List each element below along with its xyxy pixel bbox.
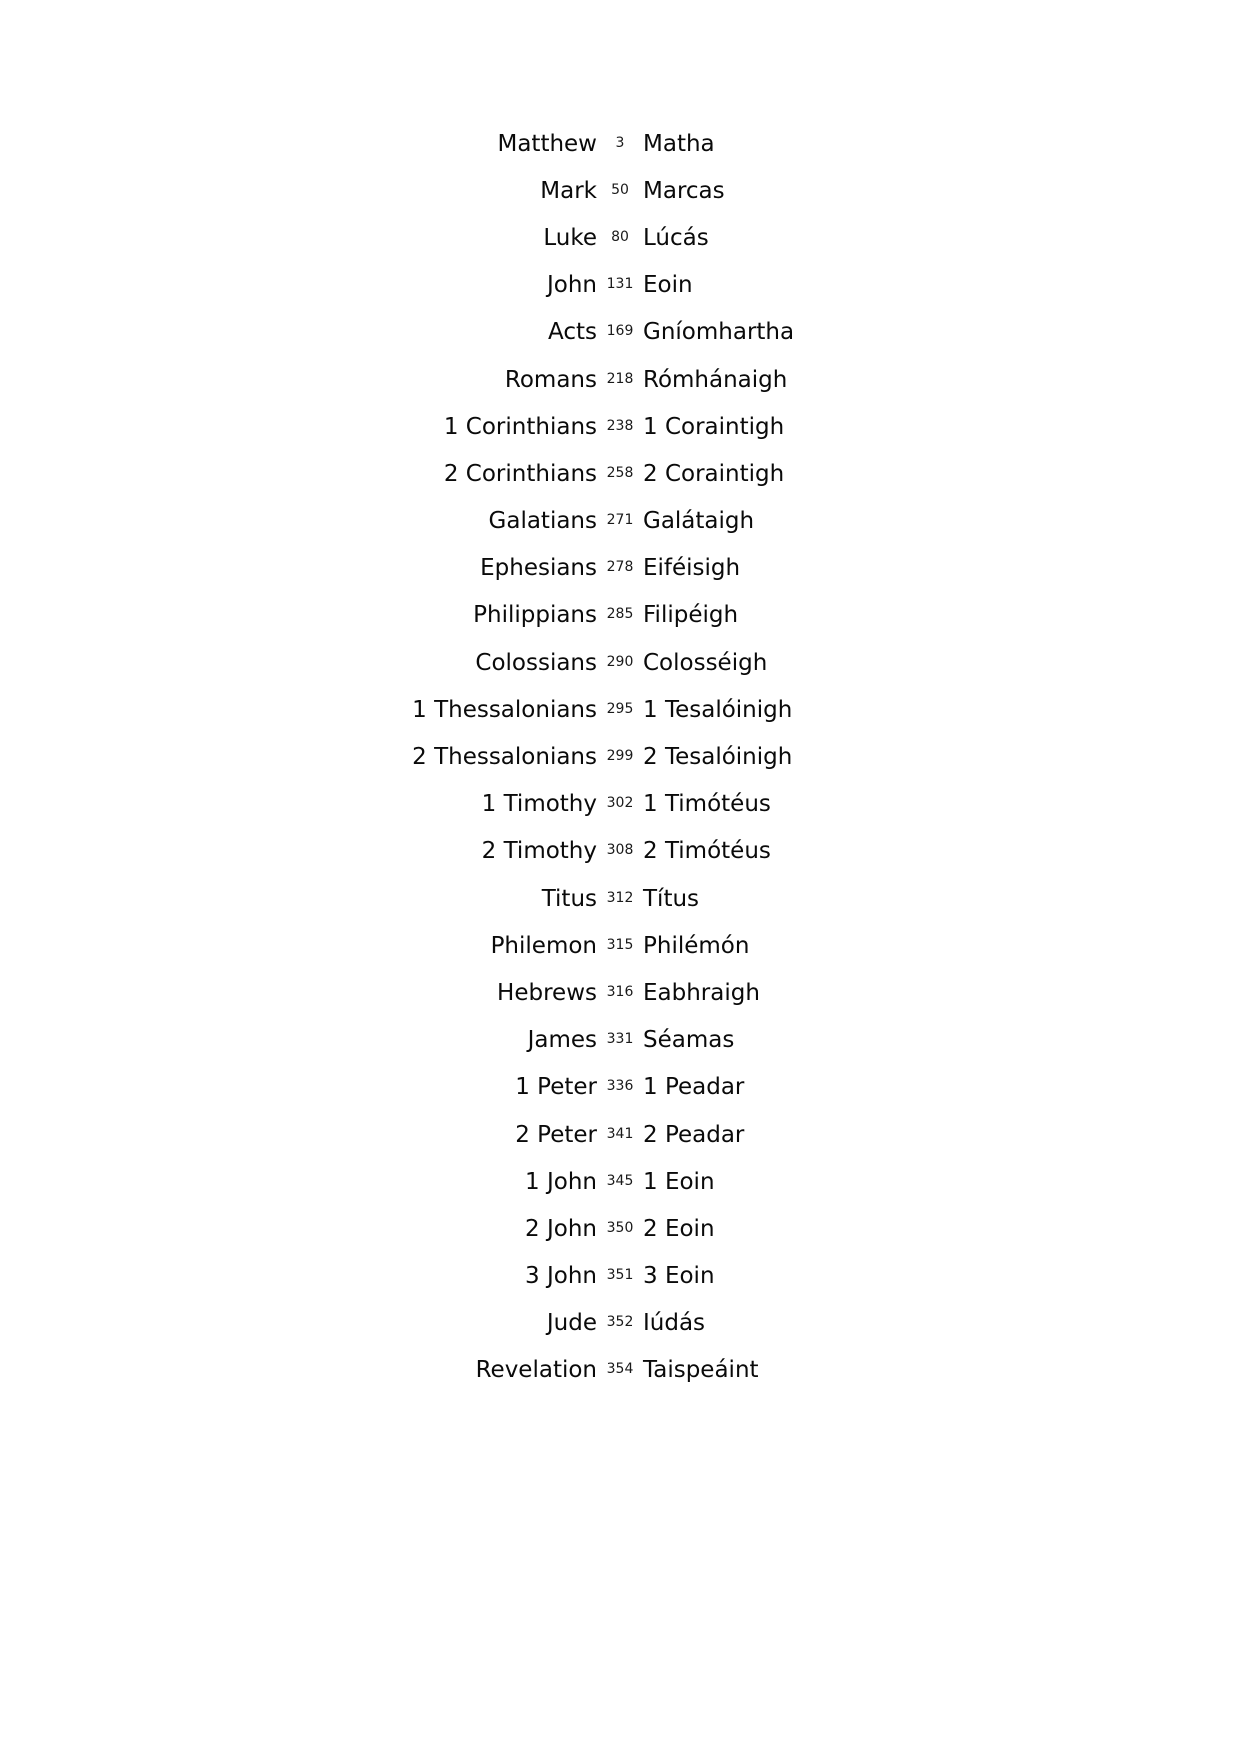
toc-row bbox=[0, 781, 1240, 828]
toc-row bbox=[0, 498, 1240, 545]
book-name-english: 1 Corinthians bbox=[443, 413, 597, 440]
page-number: 131 bbox=[606, 276, 634, 293]
page-number: 299 bbox=[606, 748, 634, 765]
page-number: 312 bbox=[606, 889, 634, 906]
book-name-irish: Philémón bbox=[643, 932, 750, 959]
book-name-irish: Matha bbox=[643, 130, 715, 157]
book-name-english: Luke bbox=[543, 224, 597, 251]
book-name-irish: Títus bbox=[643, 885, 700, 912]
book-name-english: Ephesians bbox=[480, 555, 597, 582]
toc-row bbox=[0, 1300, 1240, 1347]
page-number: 302 bbox=[606, 795, 634, 812]
book-name-english: 2 Thessalonians bbox=[412, 744, 597, 771]
book-name-irish: Eiféisigh bbox=[643, 555, 741, 582]
page-number: 331 bbox=[606, 1031, 634, 1048]
book-name-irish: 2 Timótéus bbox=[643, 838, 771, 865]
toc-row bbox=[0, 1111, 1240, 1158]
page-number: 290 bbox=[606, 653, 634, 670]
page-number: 80 bbox=[611, 228, 629, 245]
page-number: 258 bbox=[606, 464, 634, 481]
page-number: 354 bbox=[606, 1361, 634, 1378]
book-name-english: 1 Peter bbox=[515, 1074, 597, 1101]
toc-row bbox=[0, 167, 1240, 214]
book-name-english: Philemon bbox=[490, 932, 597, 959]
book-name-irish: Séamas bbox=[643, 1027, 735, 1054]
toc-row bbox=[0, 1017, 1240, 1064]
toc-row bbox=[0, 120, 1240, 167]
book-name-irish: Lúcás bbox=[643, 224, 709, 251]
book-name-english: 2 Timothy bbox=[481, 838, 597, 865]
page-number: 336 bbox=[606, 1078, 634, 1095]
page-number: 350 bbox=[606, 1219, 634, 1236]
page-number: 285 bbox=[606, 606, 634, 623]
page-number: 308 bbox=[606, 842, 634, 859]
page-number: 295 bbox=[606, 700, 634, 717]
book-name-irish: Iúdás bbox=[643, 1310, 706, 1337]
page-number: 351 bbox=[606, 1267, 634, 1284]
book-name-irish: 1 Coraintigh bbox=[643, 413, 785, 440]
book-name-english: John bbox=[546, 272, 597, 299]
toc-row bbox=[0, 686, 1240, 733]
toc-row bbox=[0, 214, 1240, 261]
page-number: 341 bbox=[606, 1125, 634, 1142]
book-name-english: Titus bbox=[541, 885, 597, 912]
page-number: 278 bbox=[606, 559, 634, 576]
page-number: 271 bbox=[606, 512, 634, 529]
book-name-english: 1 Thessalonians bbox=[412, 696, 597, 723]
page-number: 315 bbox=[606, 936, 634, 953]
book-name-english: Acts bbox=[548, 319, 597, 346]
page-number: 218 bbox=[606, 370, 634, 387]
toc-row bbox=[0, 922, 1240, 969]
book-name-irish: 2 Peadar bbox=[643, 1121, 745, 1148]
book-name-english: Romans bbox=[504, 366, 597, 393]
toc-row bbox=[0, 639, 1240, 686]
book-name-irish: Eabhraigh bbox=[643, 979, 760, 1006]
book-name-english: Galatians bbox=[488, 508, 597, 535]
toc-row bbox=[0, 733, 1240, 780]
toc-row bbox=[0, 592, 1240, 639]
toc-row bbox=[0, 969, 1240, 1016]
book-name-irish: Galátaigh bbox=[643, 508, 755, 535]
book-name-irish: Filipéigh bbox=[643, 602, 739, 629]
book-name-irish: Colosséigh bbox=[643, 649, 768, 676]
page-number: 345 bbox=[606, 1172, 634, 1189]
book-name-english: Jude bbox=[546, 1310, 597, 1337]
book-name-irish: 1 Tesalóinigh bbox=[643, 696, 793, 723]
book-name-irish: 2 Tesalóinigh bbox=[643, 744, 793, 771]
book-name-english: Philippians bbox=[473, 602, 597, 629]
toc-row bbox=[0, 262, 1240, 309]
toc-row bbox=[0, 1158, 1240, 1205]
page-number: 50 bbox=[611, 181, 629, 198]
toc-row bbox=[0, 356, 1240, 403]
book-name-english: 1 John bbox=[525, 1168, 597, 1195]
book-name-irish: Gníomhartha bbox=[643, 319, 795, 346]
book-name-irish: 1 Eoin bbox=[643, 1168, 715, 1195]
book-name-irish: Rómhánaigh bbox=[643, 366, 788, 393]
book-name-irish: 2 Coraintigh bbox=[643, 460, 785, 487]
toc-row bbox=[0, 1347, 1240, 1394]
book-name-irish: 1 Timótéus bbox=[643, 791, 771, 818]
toc-row bbox=[0, 1205, 1240, 1252]
toc-row bbox=[0, 828, 1240, 875]
book-name-english: 3 John bbox=[525, 1263, 597, 1290]
book-name-english: Colossians bbox=[475, 649, 597, 676]
book-name-irish: 2 Eoin bbox=[643, 1215, 715, 1242]
book-name-irish: 3 Eoin bbox=[643, 1263, 715, 1290]
book-name-irish: Marcas bbox=[643, 177, 725, 204]
toc-row bbox=[0, 450, 1240, 497]
book-name-english: 2 John bbox=[525, 1215, 597, 1242]
toc-row bbox=[0, 403, 1240, 450]
book-name-english: Matthew bbox=[497, 130, 597, 157]
book-name-english: Revelation bbox=[475, 1357, 597, 1384]
book-name-english: Mark bbox=[540, 177, 597, 204]
page-number: 3 bbox=[615, 134, 625, 151]
book-name-english: 2 Corinthians bbox=[443, 460, 597, 487]
page-number: 352 bbox=[606, 1314, 634, 1331]
toc-row bbox=[0, 1064, 1240, 1111]
book-name-english: 1 Timothy bbox=[481, 791, 597, 818]
book-name-english: James bbox=[527, 1027, 597, 1054]
book-name-irish: Taispeáint bbox=[643, 1357, 759, 1384]
book-name-irish: Eoin bbox=[643, 272, 693, 299]
page-number: 169 bbox=[606, 323, 634, 340]
book-name-english: 2 Peter bbox=[515, 1121, 597, 1148]
page-number: 316 bbox=[606, 983, 634, 1000]
page-number: 238 bbox=[606, 417, 634, 434]
book-name-english: Hebrews bbox=[497, 979, 597, 1006]
toc-row bbox=[0, 875, 1240, 922]
toc-row bbox=[0, 309, 1240, 356]
book-name-irish: 1 Peadar bbox=[643, 1074, 745, 1101]
toc-row bbox=[0, 545, 1240, 592]
toc-row bbox=[0, 1253, 1240, 1300]
